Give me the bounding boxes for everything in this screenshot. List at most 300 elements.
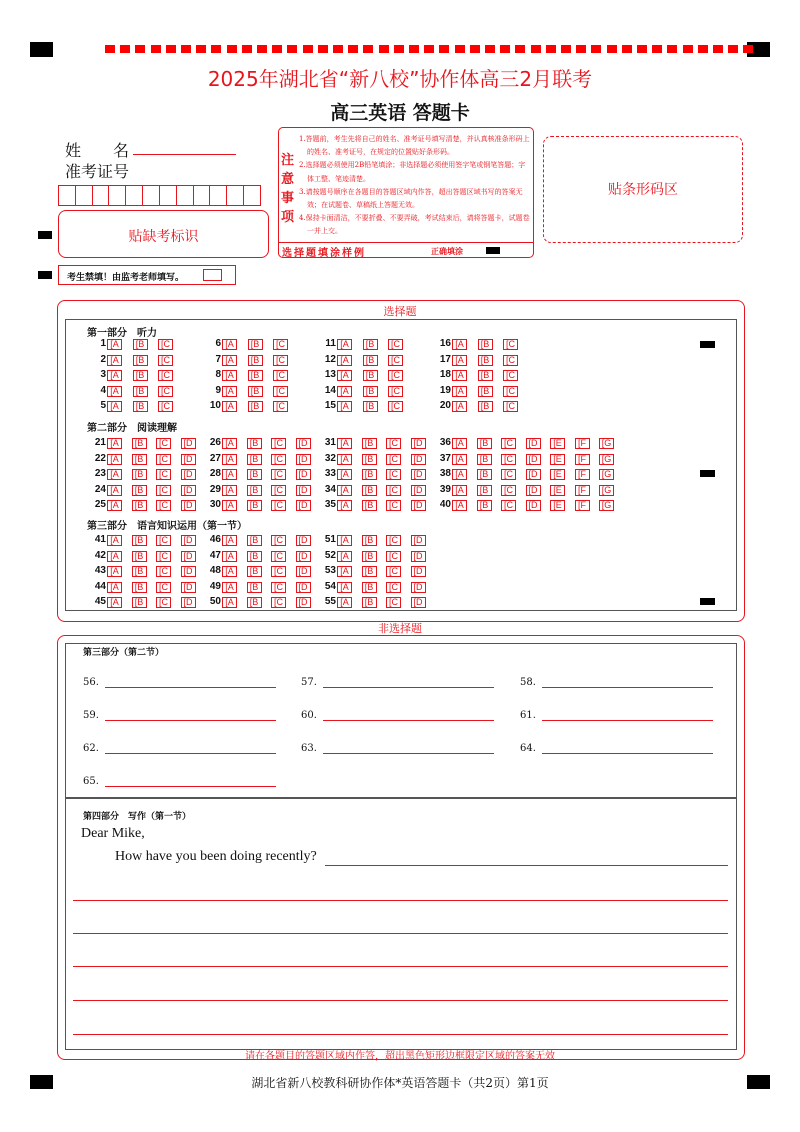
answer-bubble-A[interactable]: [A — [222, 339, 237, 350]
exam-id-digit-box[interactable] — [227, 186, 244, 205]
answer-bubble-C[interactable]: [C — [501, 438, 516, 449]
answer-bubble-D[interactable]: [D — [526, 454, 541, 465]
timing-mark — [713, 45, 723, 53]
name-field[interactable] — [133, 154, 236, 155]
registration-mark — [747, 1075, 770, 1089]
answer-bubble-A[interactable]: [A — [452, 401, 467, 412]
answer-bubble-D[interactable]: [D — [296, 551, 311, 562]
timing-mark — [227, 45, 237, 53]
exam-id-grid[interactable] — [58, 185, 261, 206]
answer-bubble-B[interactable]: [B — [132, 500, 147, 511]
answer-bubble-G[interactable]: [G — [599, 485, 614, 496]
answer-bubble-C[interactable]: [C — [386, 500, 401, 511]
first-line: How have you been doing recently? — [115, 849, 317, 864]
answer-bubble-A[interactable]: [A — [452, 500, 467, 511]
question-number: 21 — [94, 437, 106, 448]
answer-bubble-B[interactable]: [B — [362, 551, 377, 562]
answer-bubble-B[interactable]: [B — [362, 469, 377, 480]
answer-bubble-B[interactable]: [B — [363, 386, 378, 397]
question-number: 48 — [209, 565, 221, 576]
answer-bubble-D[interactable]: [D — [526, 485, 541, 496]
question-number: 53 — [324, 565, 336, 576]
answer-bubble-D[interactable]: [D — [411, 597, 426, 608]
answer-bubble-A[interactable]: [A — [452, 386, 467, 397]
answer-bubble-D[interactable]: [D — [296, 535, 311, 546]
timing-mark — [181, 45, 191, 53]
answer-bubble-A[interactable]: [A — [107, 454, 122, 465]
registration-mark — [38, 231, 52, 239]
answer-bubble-A[interactable]: [A — [337, 469, 352, 480]
exam-id-digit-box[interactable] — [160, 186, 177, 205]
answer-bubble-C[interactable]: [C — [158, 401, 173, 412]
answer-bubble-B[interactable]: [B — [362, 485, 377, 496]
answer-bubble-D[interactable]: [D — [296, 500, 311, 511]
answer-bubble-A[interactable]: [A — [222, 386, 237, 397]
answer-bubble-D[interactable]: [D — [526, 469, 541, 480]
fill-answer-line[interactable] — [105, 753, 276, 754]
answer-bubble-C[interactable]: [C — [388, 339, 403, 350]
answer-bubble-B[interactable]: [B — [362, 597, 377, 608]
fill-answer-line[interactable] — [542, 753, 713, 754]
fill-number: 56. — [83, 677, 99, 688]
question-number: 6 — [215, 338, 221, 349]
answer-bubble-B[interactable]: [B — [132, 438, 147, 449]
exam-id-digit-box[interactable] — [177, 186, 194, 205]
fill-answer-line[interactable] — [105, 687, 276, 688]
answer-bubble-A[interactable]: [A — [337, 401, 352, 412]
answer-bubble-B[interactable]: [B — [363, 401, 378, 412]
answer-bubble-D[interactable]: [D — [181, 485, 196, 496]
question-number: 26 — [209, 437, 221, 448]
answer-bubble-B[interactable]: [B — [132, 597, 147, 608]
timing-mark — [515, 45, 525, 53]
answer-bubble-A[interactable]: [A — [107, 370, 122, 381]
answer-bubble-B[interactable]: [B — [362, 500, 377, 511]
answer-bubble-B[interactable]: [B — [247, 469, 262, 480]
answer-bubble-C[interactable]: [C — [501, 469, 516, 480]
exam-id-digit-box[interactable] — [194, 186, 211, 205]
fill-answer-line[interactable] — [323, 687, 494, 688]
fill-number: 58. — [520, 677, 536, 688]
answer-bubble-C[interactable]: [C — [271, 454, 286, 465]
answer-bubble-D[interactable]: [D — [411, 454, 426, 465]
answer-bubble-D[interactable]: [D — [411, 438, 426, 449]
answer-bubble-A[interactable]: [A — [452, 454, 467, 465]
answer-bubble-A[interactable]: [A — [107, 582, 122, 593]
answer-bubble-C[interactable]: [C — [386, 535, 401, 546]
filled-sample-icon — [486, 247, 500, 254]
writing-line[interactable] — [73, 966, 728, 967]
answer-bubble-F[interactable]: [F — [575, 454, 590, 465]
answer-bubble-A[interactable]: [A — [222, 438, 237, 449]
answer-bubble-D[interactable]: [D — [181, 535, 196, 546]
answer-bubble-B[interactable]: [B — [248, 355, 263, 366]
timing-mark — [743, 45, 753, 53]
answer-bubble-C[interactable]: [C — [156, 485, 171, 496]
answer-bubble-D[interactable]: [D — [181, 469, 196, 480]
answer-bubble-B[interactable]: [B — [248, 370, 263, 381]
card-subtitle: 高三英语 答题卡 — [330, 102, 470, 124]
answer-bubble-B[interactable]: [B — [477, 454, 492, 465]
answer-bubble-C[interactable]: [C — [156, 469, 171, 480]
exam-id-digit-box[interactable] — [143, 186, 160, 205]
answer-bubble-B[interactable]: [B — [362, 535, 377, 546]
answer-bubble-A[interactable]: [A — [452, 370, 467, 381]
answer-bubble-C[interactable]: [C — [388, 355, 403, 366]
absent-label: 贴缺考标识 — [128, 229, 199, 245]
timing-mark — [151, 45, 161, 53]
answer-bubble-C[interactable]: [C — [386, 485, 401, 496]
answer-bubble-B[interactable]: [B — [247, 500, 262, 511]
question-number: 30 — [209, 499, 221, 510]
fill-answer-line[interactable] — [105, 786, 276, 787]
answer-bubble-A[interactable]: [A — [222, 370, 237, 381]
answer-bubble-B[interactable]: [B — [132, 454, 147, 465]
answer-bubble-A[interactable]: [A — [107, 535, 122, 546]
timing-mark — [546, 45, 556, 53]
answer-bubble-B[interactable]: [B — [247, 454, 262, 465]
answer-bubble-E[interactable]: [E — [550, 469, 565, 480]
answer-bubble-B[interactable]: [B — [362, 454, 377, 465]
answer-bubble-B[interactable]: [B — [363, 355, 378, 366]
answer-bubble-B[interactable]: [B — [247, 597, 262, 608]
answer-bubble-A[interactable]: [A — [337, 582, 352, 593]
answer-bubble-B[interactable]: [B — [248, 401, 263, 412]
answer-bubble-B[interactable]: [B — [132, 469, 147, 480]
answer-bubble-G[interactable]: [G — [599, 469, 614, 480]
answer-bubble-F[interactable]: [F — [575, 485, 590, 496]
answer-bubble-A[interactable]: [A — [107, 339, 122, 350]
answer-bubble-A[interactable]: [A — [107, 566, 122, 577]
answer-bubble-A[interactable]: [A — [222, 401, 237, 412]
writing-line[interactable] — [325, 865, 728, 866]
timing-mark — [607, 45, 617, 53]
fill-answer-line[interactable] — [542, 720, 713, 721]
answer-bubble-D[interactable]: [D — [526, 438, 541, 449]
writing-line[interactable] — [73, 1000, 728, 1001]
answer-bubble-A[interactable]: [A — [222, 535, 237, 546]
fill-answer-line[interactable] — [323, 720, 494, 721]
absent-sticker-area — [58, 210, 269, 258]
writing-line[interactable] — [73, 1034, 728, 1035]
answer-bubble-D[interactable]: [D — [411, 485, 426, 496]
question-number: 23 — [94, 468, 106, 479]
answer-bubble-B[interactable]: [B — [478, 386, 493, 397]
answer-bubble-C[interactable]: [C — [156, 535, 171, 546]
answer-bubble-C[interactable]: [C — [503, 386, 518, 397]
timing-mark — [728, 45, 738, 53]
answer-bubble-A[interactable]: [A — [452, 469, 467, 480]
answer-bubble-B[interactable]: [B — [247, 566, 262, 577]
answer-bubble-C[interactable]: [C — [501, 500, 516, 511]
answer-bubble-D[interactable]: [D — [526, 500, 541, 511]
answer-bubble-B[interactable]: [B — [247, 582, 262, 593]
choice-label: 选择题 — [370, 303, 430, 319]
answer-bubble-D[interactable]: [D — [296, 582, 311, 593]
answer-bubble-E[interactable]: [E — [550, 500, 565, 511]
answer-bubble-B[interactable]: [B — [362, 566, 377, 577]
answer-bubble-C[interactable]: [C — [271, 597, 286, 608]
answer-bubble-C[interactable]: [C — [386, 469, 401, 480]
answer-bubble-D[interactable]: [D — [181, 438, 196, 449]
answer-bubble-C[interactable]: [C — [388, 370, 403, 381]
answer-bubble-E[interactable]: [E — [550, 438, 565, 449]
answer-bubble-D[interactable]: [D — [181, 597, 196, 608]
answer-bubble-C[interactable]: [C — [156, 500, 171, 511]
exam-id-label: 准考证号 — [65, 162, 130, 181]
answer-bubble-C[interactable]: [C — [271, 566, 286, 577]
answer-bubble-B[interactable]: [B — [478, 355, 493, 366]
answer-bubble-D[interactable]: [D — [411, 566, 426, 577]
question-number: 5 — [100, 400, 106, 411]
answer-bubble-A[interactable]: [A — [337, 438, 352, 449]
answer-bubble-D[interactable]: [D — [181, 454, 196, 465]
answer-bubble-C[interactable]: [C — [501, 454, 516, 465]
answer-bubble-A[interactable]: [A — [222, 551, 237, 562]
answer-bubble-B[interactable]: [B — [247, 535, 262, 546]
answer-bubble-C[interactable]: [C — [501, 485, 516, 496]
answer-bubble-G[interactable]: [G — [599, 438, 614, 449]
answer-bubble-F[interactable]: [F — [575, 500, 590, 511]
answer-bubble-C[interactable]: [C — [273, 386, 288, 397]
answer-bubble-C[interactable]: [C — [271, 535, 286, 546]
answer-bubble-B[interactable]: [B — [363, 370, 378, 381]
answer-bubble-A[interactable]: [A — [222, 454, 237, 465]
question-number: 14 — [324, 384, 336, 396]
answer-bubble-D[interactable]: [D — [411, 500, 426, 511]
answer-bubble-B[interactable]: [B — [132, 566, 147, 577]
answer-bubble-A[interactable]: [A — [222, 597, 237, 608]
registration-mark — [30, 1075, 53, 1089]
answer-bubble-A[interactable]: [A — [452, 438, 467, 449]
answer-bubble-A[interactable]: [A — [337, 370, 352, 381]
answer-bubble-C[interactable]: [C — [271, 582, 286, 593]
answer-bubble-C[interactable]: [C — [271, 500, 286, 511]
question-number: 34 — [324, 483, 336, 495]
answer-bubble-C[interactable]: [C — [273, 370, 288, 381]
answer-bubble-B[interactable]: [B — [133, 370, 148, 381]
answer-bubble-D[interactable]: [D — [296, 597, 311, 608]
answer-bubble-C[interactable]: [C — [503, 370, 518, 381]
answer-bubble-C[interactable]: [C — [503, 401, 518, 412]
question-number: 38 — [439, 468, 451, 479]
answer-bubble-C[interactable]: [C — [386, 597, 401, 608]
answer-bubble-B[interactable]: [B — [133, 386, 148, 397]
exam-id-digit-box[interactable] — [126, 186, 143, 205]
fill-answer-line[interactable] — [542, 687, 713, 688]
answer-bubble-A[interactable]: [A — [337, 454, 352, 465]
answer-bubble-B[interactable]: [B — [248, 339, 263, 350]
answer-bubble-D[interactable]: [D — [296, 454, 311, 465]
answer-bubble-D[interactable]: [D — [411, 551, 426, 562]
writing-line[interactable] — [73, 900, 728, 901]
answer-bubble-D[interactable]: [D — [181, 582, 196, 593]
fill-answer-line[interactable] — [323, 753, 494, 754]
answer-bubble-A[interactable]: [A — [337, 355, 352, 366]
question-number: 39 — [439, 483, 451, 495]
answer-bubble-C[interactable]: [C — [271, 438, 286, 449]
answer-bubble-B[interactable]: [B — [478, 401, 493, 412]
answer-bubble-B[interactable]: [B — [477, 500, 492, 511]
answer-bubble-A[interactable]: [A — [337, 485, 352, 496]
answer-bubble-B[interactable]: [B — [477, 485, 492, 496]
answer-bubble-C[interactable]: [C — [158, 370, 173, 381]
answer-bubble-C[interactable]: [C — [273, 339, 288, 350]
answer-bubble-C[interactable]: [C — [386, 454, 401, 465]
answer-bubble-A[interactable]: [A — [107, 401, 122, 412]
answer-bubble-A[interactable]: [A — [107, 597, 122, 608]
answer-bubble-A[interactable]: [A — [107, 469, 122, 480]
fill-number: 64. — [520, 743, 536, 754]
part4-heading: 第四部分 写作（第一节） — [83, 812, 192, 822]
answer-bubble-B[interactable]: [B — [132, 485, 147, 496]
timing-mark — [591, 45, 601, 53]
timing-mark — [683, 45, 693, 53]
answer-bubble-A[interactable]: [A — [337, 597, 352, 608]
question-number: 37 — [439, 452, 451, 464]
answer-bubble-A[interactable]: [A — [337, 339, 352, 350]
answer-bubble-C[interactable]: [C — [156, 438, 171, 449]
answer-bubble-C[interactable]: [C — [271, 469, 286, 480]
answer-bubble-B[interactable]: [B — [247, 485, 262, 496]
answer-bubble-A[interactable]: [A — [222, 485, 237, 496]
question-number: 25 — [94, 499, 106, 510]
answer-bubble-D[interactable]: [D — [181, 500, 196, 511]
answer-bubble-E[interactable]: [E — [550, 485, 565, 496]
answer-bubble-B[interactable]: [B — [247, 438, 262, 449]
exam-id-digit-box[interactable] — [93, 186, 110, 205]
registration-mark — [700, 470, 715, 477]
answer-bubble-A[interactable]: [A — [107, 485, 122, 496]
answer-bubble-A[interactable]: [A — [452, 339, 467, 350]
answer-bubble-C[interactable]: [C — [158, 386, 173, 397]
answer-bubble-A[interactable]: [A — [107, 386, 122, 397]
answer-bubble-B[interactable]: [B — [133, 355, 148, 366]
answer-bubble-B[interactable]: [B — [477, 469, 492, 480]
exam-id-digit-box[interactable] — [109, 186, 126, 205]
timing-mark — [576, 45, 586, 53]
answer-bubble-A[interactable]: [A — [337, 386, 352, 397]
answer-bubble-D[interactable]: [D — [181, 566, 196, 577]
exam-id-digit-box[interactable] — [59, 186, 76, 205]
answer-bubble-B[interactable]: [B — [478, 370, 493, 381]
question-number: 13 — [324, 369, 336, 380]
answer-bubble-A[interactable]: [A — [107, 500, 122, 511]
answer-bubble-B[interactable]: [B — [363, 339, 378, 350]
answer-bubble-C[interactable]: [C — [273, 401, 288, 412]
timing-mark — [485, 45, 495, 53]
timing-mark — [424, 45, 434, 53]
answer-bubble-A[interactable]: [A — [452, 355, 467, 366]
answer-bubble-C[interactable]: [C — [156, 551, 171, 562]
proctor-note: 考生禁填！由监考老师填写。 — [67, 273, 185, 283]
answer-bubble-D[interactable]: [D — [411, 582, 426, 593]
answer-bubble-C[interactable]: [C — [386, 582, 401, 593]
answer-bubble-A[interactable]: [A — [337, 551, 352, 562]
answer-bubble-A[interactable]: [A — [222, 582, 237, 593]
fill-number: 62. — [83, 743, 99, 754]
question-number: 20 — [439, 400, 451, 411]
answer-bubble-C[interactable]: [C — [273, 355, 288, 366]
answer-bubble-A[interactable]: [A — [107, 551, 122, 562]
answer-bubble-C[interactable]: [C — [386, 438, 401, 449]
exam-id-digit-box[interactable] — [76, 186, 93, 205]
answer-bubble-A[interactable]: [A — [337, 566, 352, 577]
proctor-checkbox[interactable] — [203, 269, 222, 281]
answer-bubble-A[interactable]: [A — [222, 566, 237, 577]
answer-bubble-A[interactable]: [A — [222, 500, 237, 511]
answer-bubble-B[interactable]: [B — [132, 582, 147, 593]
answer-bubble-C[interactable]: [C — [158, 339, 173, 350]
answer-bubble-C[interactable]: [C — [271, 485, 286, 496]
answer-bubble-B[interactable]: [B — [362, 582, 377, 593]
answer-bubble-B[interactable]: [B — [248, 386, 263, 397]
answer-bubble-D[interactable]: [D — [296, 469, 311, 480]
answer-bubble-A[interactable]: [A — [452, 485, 467, 496]
exam-id-digit-box[interactable] — [244, 186, 260, 205]
answer-bubble-F[interactable]: [F — [575, 469, 590, 480]
answer-bubble-C[interactable]: [C — [156, 454, 171, 465]
answer-bubble-C[interactable]: [C — [156, 566, 171, 577]
answer-bubble-B[interactable]: [B — [132, 551, 147, 562]
answer-bubble-B[interactable]: [B — [133, 339, 148, 350]
answer-bubble-D[interactable]: [D — [411, 469, 426, 480]
answer-bubble-B[interactable]: [B — [133, 401, 148, 412]
answer-bubble-B[interactable]: [B — [247, 551, 262, 562]
answer-bubble-A[interactable]: [A — [337, 535, 352, 546]
answer-bubble-C[interactable]: [C — [386, 551, 401, 562]
note-item: 1.答题前，考生先将自己的姓名、准考证号填写清楚，并认真核准条形码上的姓名、准考证号，在规定的位置贴好条形码。 — [299, 135, 530, 157]
answer-bubble-B[interactable]: [B — [477, 438, 492, 449]
question-number: 7 — [215, 353, 221, 365]
answer-bubble-C[interactable]: [C — [503, 355, 518, 366]
answer-bubble-F[interactable]: [F — [575, 438, 590, 449]
answer-bubble-B[interactable]: [B — [132, 535, 147, 546]
nonchoice-label: 非选择题 — [378, 622, 422, 635]
part-heading: 第一部分 听力 — [87, 328, 157, 339]
answer-bubble-B[interactable]: [B — [362, 438, 377, 449]
answer-bubble-E[interactable]: [E — [550, 454, 565, 465]
proctor-box — [58, 265, 236, 285]
answer-bubble-A[interactable]: [A — [222, 469, 237, 480]
answer-bubble-A[interactable]: [A — [337, 500, 352, 511]
answer-bubble-C[interactable]: [C — [386, 566, 401, 577]
answer-bubble-D[interactable]: [D — [181, 551, 196, 562]
answer-bubble-C[interactable]: [C — [156, 582, 171, 593]
answer-bubble-C[interactable]: [C — [156, 597, 171, 608]
answer-bubble-C[interactable]: [C — [388, 401, 403, 412]
answer-bubble-D[interactable]: [D — [296, 438, 311, 449]
answer-bubble-D[interactable]: [D — [296, 566, 311, 577]
answer-bubble-D[interactable]: [D — [296, 485, 311, 496]
question-number: 33 — [324, 468, 336, 479]
answer-bubble-G[interactable]: [G — [599, 454, 614, 465]
writing-line[interactable] — [73, 933, 728, 934]
fill-answer-line[interactable] — [105, 720, 276, 721]
timing-mark — [287, 45, 297, 53]
answer-bubble-A[interactable]: [A — [107, 355, 122, 366]
answer-bubble-C[interactable]: [C — [388, 386, 403, 397]
answer-bubble-C[interactable]: [C — [158, 355, 173, 366]
answer-bubble-C[interactable]: [C — [503, 339, 518, 350]
answer-bubble-A[interactable]: [A — [222, 355, 237, 366]
answer-bubble-D[interactable]: [D — [411, 535, 426, 546]
answer-bubble-A[interactable]: [A — [107, 438, 122, 449]
answer-bubble-B[interactable]: [B — [478, 339, 493, 350]
answer-bubble-C[interactable]: [C — [271, 551, 286, 562]
answer-bubble-G[interactable]: [G — [599, 500, 614, 511]
exam-id-digit-box[interactable] — [210, 186, 227, 205]
